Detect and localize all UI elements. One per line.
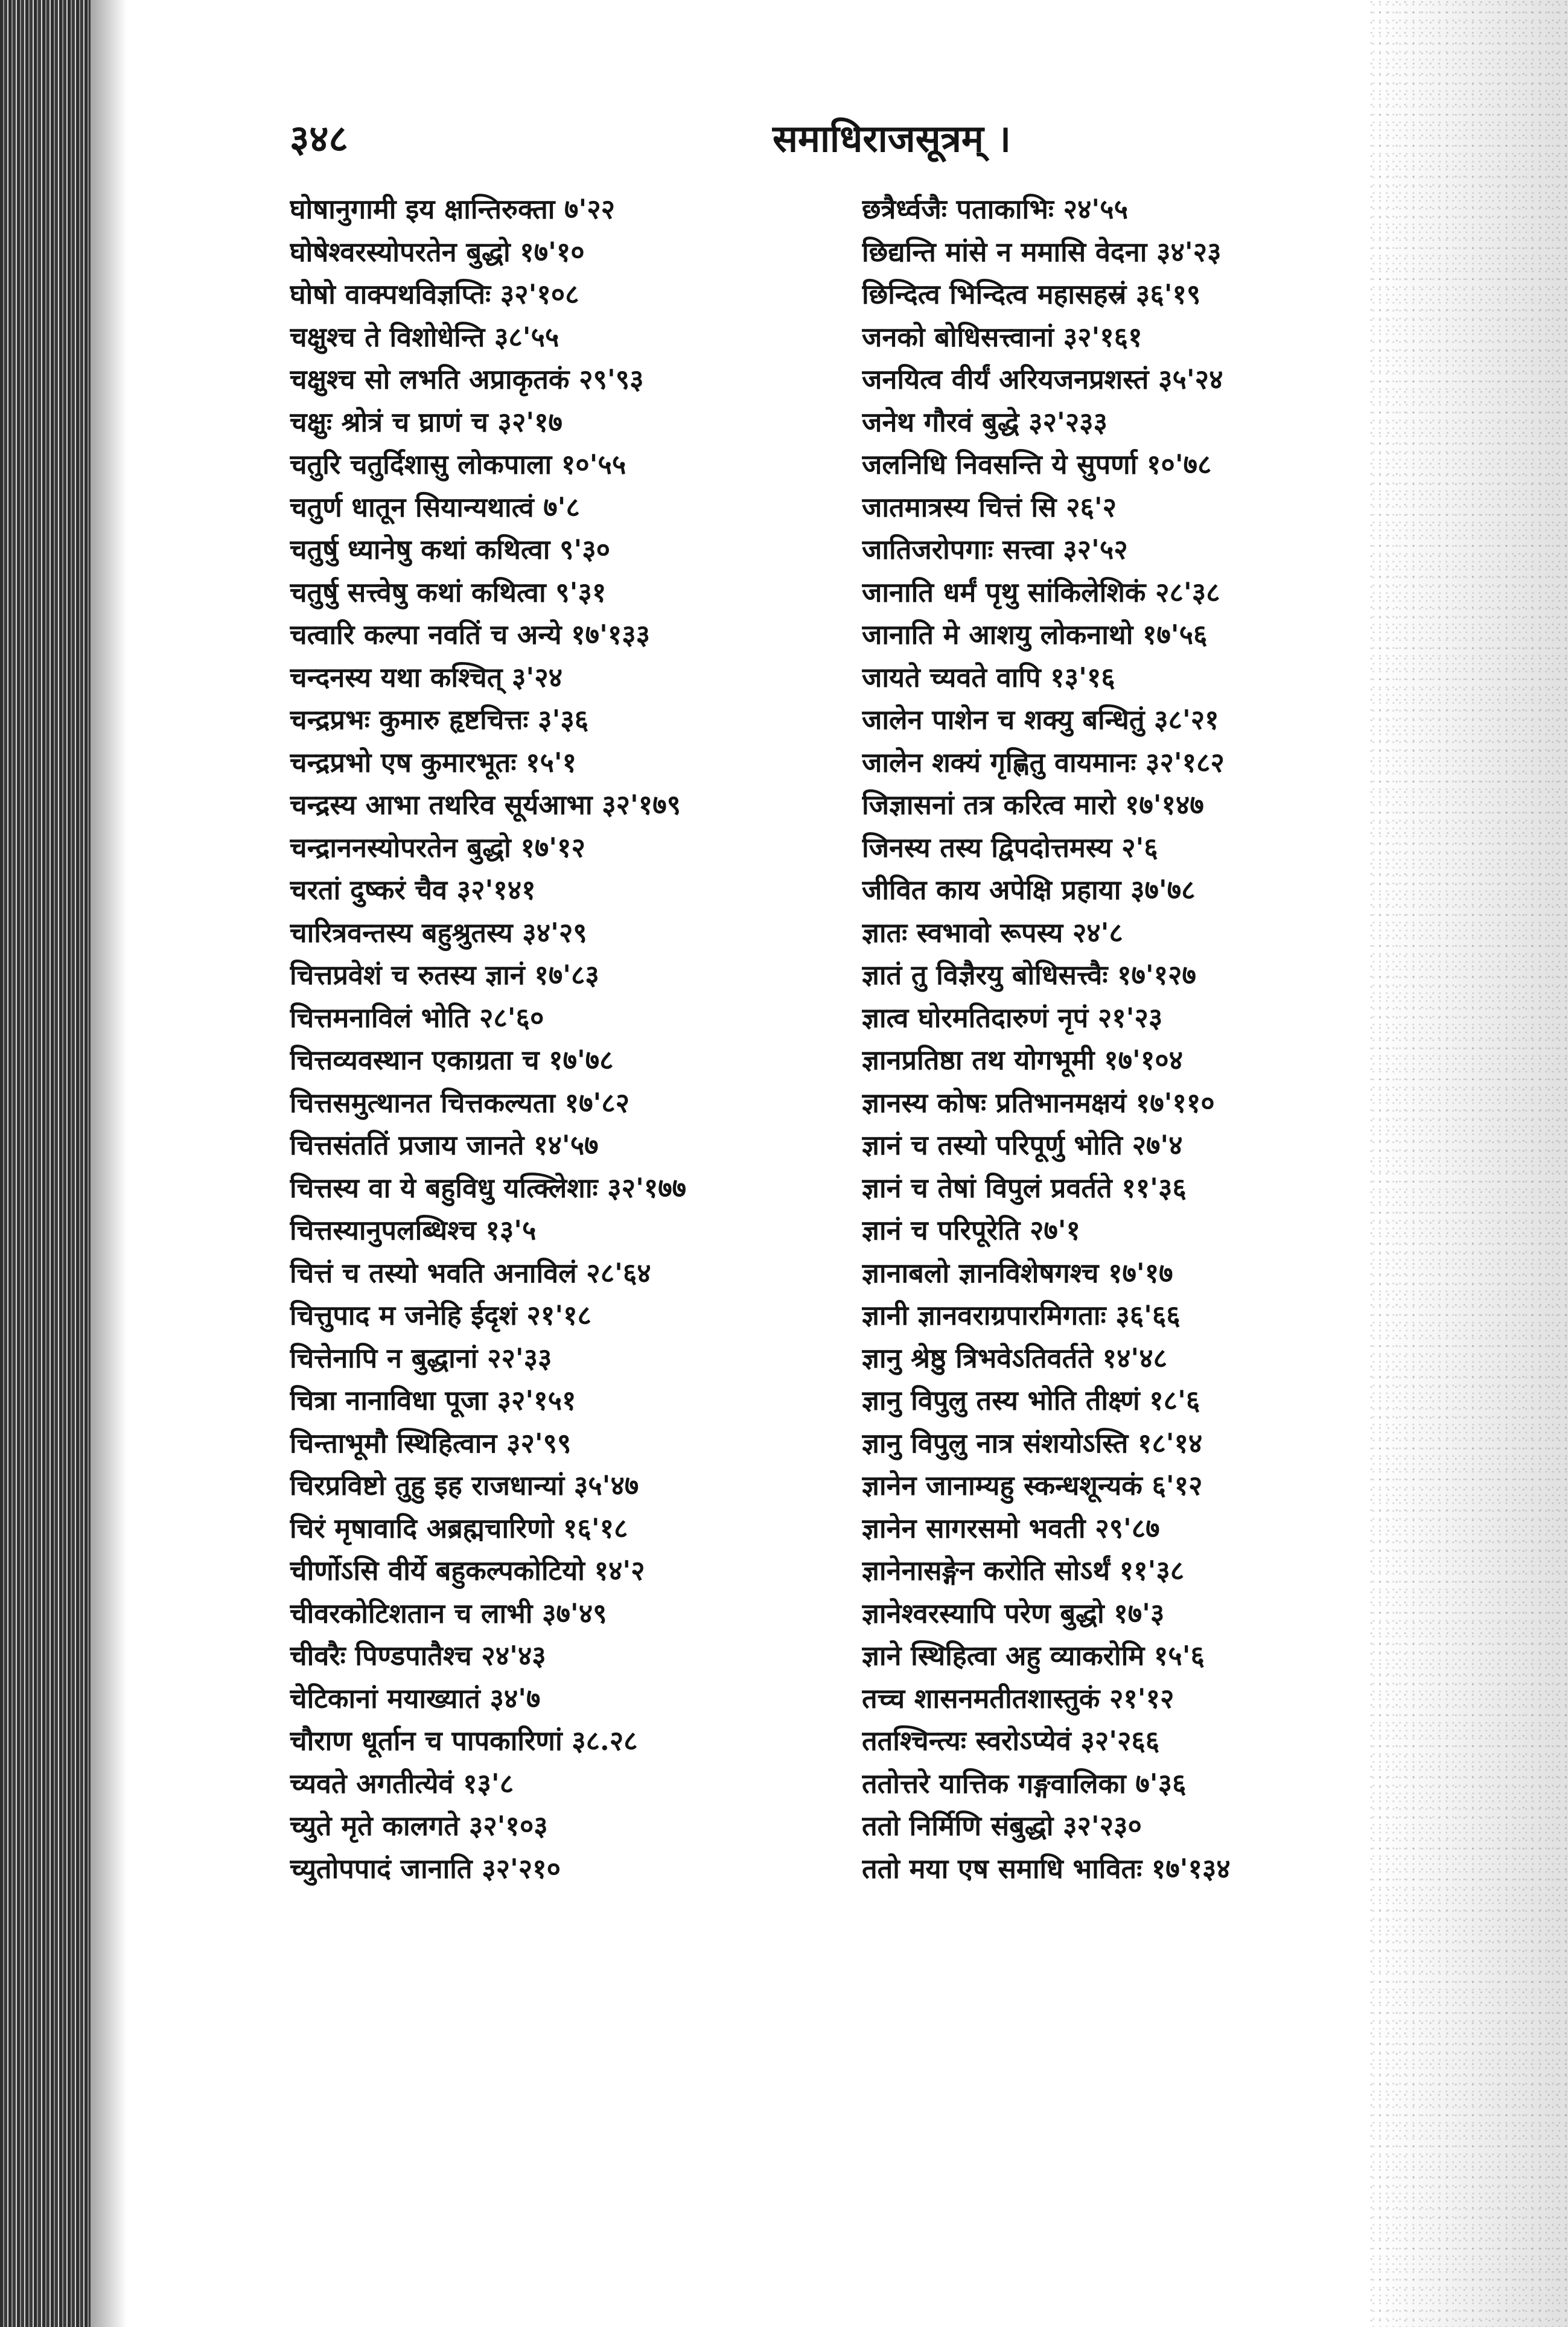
- index-entry: ततो निर्मिणि संबुद्धो ३२'२३०: [862, 1810, 1142, 1842]
- index-entry: ज्ञानु विपुलु तस्य भोति तीक्ष्णं १८'६: [862, 1384, 1200, 1416]
- index-entry: चन्द्रप्रभः कुमारु हृष्टचित्तः ३'३६: [290, 704, 589, 736]
- index-entry: ज्ञानं च परिपूरेति २७'१: [862, 1214, 1080, 1246]
- index-entry: जातिजरोपगाः सत्त्वा ३२'५२: [862, 533, 1128, 565]
- index-entry: जिज्ञासनां तत्र करित्व मारो १७'१४७: [862, 789, 1204, 821]
- index-entry: चेटिकानां मयाख्यातं ३४'७: [290, 1682, 541, 1714]
- index-entry: चारित्रवन्तस्य बहुश्रुतस्य ३४'२९: [290, 916, 587, 949]
- index-entry: ततोत्तरे यात्तिक गङ्गवालिका ७'३६: [862, 1767, 1187, 1800]
- right-index-column: [862, 188, 1357, 1890]
- index-entry: च्यवते अगतीत्येवं १३'८: [290, 1767, 514, 1800]
- index-entry: जायते च्यवते वापि १३'१६: [862, 661, 1115, 693]
- index-entry: जनयित्व वीर्यं अरियजनप्रशस्तं ३५'२४: [862, 363, 1223, 395]
- index-entry: चित्तव्यवस्थान एकाग्रता च १७'७८: [290, 1044, 614, 1076]
- index-entry: ज्ञाने स्थिहित्वा अहु व्याकरोमि १५'६: [862, 1640, 1205, 1672]
- index-entry: चित्तुपाद म जनेहि ईदृशं २१'१८: [290, 1299, 591, 1331]
- index-entry: घोषानुगामी इय क्षान्तिरुक्ता ७'२२: [290, 193, 616, 225]
- index-entry: चित्तसमुत्थानत चित्तकल्यता १७'८२: [290, 1086, 630, 1119]
- index-entry: चित्तप्रवेशं च रुतस्य ज्ञानं १७'८३: [290, 959, 599, 991]
- index-entry: जिनस्य तस्य द्विपदोत्तमस्य २'६: [862, 831, 1158, 864]
- index-entry: चीवरैः पिण्डपातैश्च २४'४३: [290, 1640, 546, 1672]
- index-entry: चित्तसंततिं प्रजाय जानते १४'५७: [290, 1129, 599, 1161]
- index-entry: घोषेश्वरस्योपरतेन बुद्धो १७'१०: [290, 235, 585, 268]
- index-entry: चक्षुश्च ते विशोधेन्ति ३८'५५: [290, 320, 559, 353]
- index-entry: ज्ञानं च तेषां विपुलं प्रवर्तते ११'३६: [862, 1171, 1187, 1204]
- index-entry: ज्ञानी ज्ञानवराग्रपारमिगताः ३६'६६: [862, 1299, 1181, 1331]
- index-entry: ततश्चिन्त्यः स्वरोऽप्येवं ३२'२६६: [862, 1725, 1160, 1757]
- index-entry: ज्ञानु श्रेष्ठु त्रिभवेऽतिवर्तते १४'४८: [862, 1342, 1168, 1374]
- index-entry: ज्ञात्व घोरमतिदारुणं नृपं २१'२३: [862, 1001, 1163, 1034]
- index-entry: जानाति धर्मं पृथु सांकिलेशिकं २८'३८: [862, 576, 1220, 608]
- index-entry: चित्रा नानाविधा पूजा ३२'१५१: [290, 1384, 576, 1416]
- index-entry: चीर्णोऽसि वीर्ये बहुकल्पकोटियो १४'२: [290, 1555, 645, 1587]
- left-index-column: [290, 188, 845, 1890]
- index-entry: चित्तमनाविलं भोति २८'६०: [290, 1001, 544, 1034]
- index-entry: ज्ञानाबलो ज्ञानविशेषगश्च १७'१७: [862, 1256, 1173, 1289]
- index-entry: तच्च शासनमतीतशास्तुकं २१'१२: [862, 1682, 1174, 1714]
- index-entry: ततो मया एष समाधि भावितः १७'१३४: [862, 1852, 1231, 1885]
- index-entry: ज्ञातः स्वभावो रूपस्य २४'८: [862, 916, 1123, 949]
- index-entry: चित्तस्यानुपलब्धिश्च १३'५: [290, 1214, 537, 1246]
- index-entry: जनको बोधिसत्त्वानां ३२'१६१: [862, 320, 1143, 353]
- index-entry: ज्ञानेनासङ्गेन करोति सोऽर्थं ११'३८: [862, 1555, 1185, 1587]
- scan-edge-noise: [1369, 0, 1568, 2327]
- index-entry: चक्षुः श्रोत्रं च घ्राणं च ३२'१७: [290, 406, 563, 438]
- index-entry: च्युते मृते कालगते ३२'१०३: [290, 1810, 548, 1842]
- index-entry: चक्षुश्च सो लभति अप्राकृतकं २९'९३: [290, 363, 644, 395]
- index-entry: ज्ञानेन जानाम्यहु स्कन्धशून्यकं ६'१२: [862, 1469, 1203, 1501]
- page-title: समाधिराजसूत्रम् ।: [773, 116, 1011, 161]
- index-entry: ज्ञानु विपुलु नात्र संशयोऽस्ति १८'१४: [862, 1427, 1203, 1459]
- book-binding-edge: [0, 0, 91, 2327]
- index-entry: चित्तेनापि न बुद्धानां २२'३३: [290, 1342, 552, 1374]
- index-entry: चतुर्षु ध्यानेषु कथां कथित्वा ९'३०: [290, 533, 611, 565]
- index-entry: चीवरकोटिशतान च लाभी ३७'४९: [290, 1597, 607, 1629]
- index-entry: चिरं मृषावादि अब्रह्मचारिणो १६'१८: [290, 1512, 628, 1544]
- page-number: ३४८: [290, 116, 348, 161]
- index-entry: चन्द्राननस्योपरतेन बुद्धो १७'१२: [290, 831, 585, 864]
- index-entry: चन्द्रस्य आभा तथरिव सूर्यआभा ३२'१७९: [290, 789, 681, 821]
- index-entry: जालेन पाशेन च शक्यु बन्धितुं ३८'२१: [862, 704, 1219, 736]
- index-entry: चिरप्रविष्टो तुहु इह राजधान्यां ३५'४७: [290, 1469, 639, 1501]
- index-entry: जनेथ गौरवं बुद्धे ३२'२३३: [862, 406, 1107, 438]
- index-entry: चौराण धूर्तान च पापकारिणां ३८.२८: [290, 1725, 638, 1757]
- index-entry: चत्वारि कल्पा नवतिं च अन्ये १७'१३३: [290, 619, 651, 651]
- index-entry: चरतां दुष्करं चैव ३२'१४१: [290, 874, 536, 906]
- index-entry: जलनिधि निवसन्ति ये सुपर्णा १०'७८: [862, 448, 1212, 480]
- index-entry: च्युतोपपादं जानाति ३२'२१०: [290, 1852, 561, 1885]
- index-entry: घोषो वाक्पथविज्ञप्तिः ३२'१०८: [290, 278, 579, 310]
- index-entry: ज्ञातं तु विज्ञैरयु बोधिसत्त्वैः १७'१२७: [862, 959, 1196, 991]
- index-entry: ज्ञानं च तस्यो परिपूर्णु भोति २७'४: [862, 1129, 1183, 1161]
- index-entry: छिन्दित्व भिन्दित्व महासहस्रं ३६'१९: [862, 278, 1201, 310]
- index-entry: ज्ञानेश्वरस्यापि परेण बुद्धो १७'३: [862, 1597, 1165, 1629]
- index-entry: छिद्यन्ति मांसे न ममासि वेदना ३४'२३: [862, 235, 1222, 268]
- index-entry: चतुर्षु सत्त्वेषु कथां कथित्वा ९'३१: [290, 576, 607, 608]
- page-header: [290, 109, 1195, 169]
- index-entry: ज्ञानस्य कोषः प्रतिभानमक्षयं १७'११०: [862, 1086, 1215, 1119]
- index-entry: जानाति मे आशयु लोकनाथो १७'५६: [862, 619, 1208, 651]
- index-entry: चित्तस्य वा ये बहुविधु यत्क्लिेशाः ३२'१७७: [290, 1171, 687, 1204]
- index-entry: छत्रैर्ध्वजैः पताकाभिः २४'५५: [862, 193, 1128, 225]
- index-entry: ज्ञानेन सागरसमो भवती २९'८७: [862, 1512, 1160, 1544]
- index-entry: जातमात्रस्य चित्तं सि २६'२: [862, 491, 1117, 523]
- index-entry: चन्दनस्य यथा कश्चित् ३'२४: [290, 661, 563, 693]
- index-entry: जालेन शक्यं गृह्णितु वायमानः ३२'१८२: [862, 746, 1225, 778]
- index-entry: चित्तं च तस्यो भवति अनाविलं २८'६४: [290, 1256, 651, 1289]
- index-entry: चतुर्ण धातून सियान्यथात्वं ७'८: [290, 491, 580, 523]
- index-entry: चन्द्रप्रभो एष कुमारभूतः १५'१: [290, 746, 577, 778]
- binding-shadow: [91, 0, 127, 2327]
- index-entry: चिन्ताभूमौ स्थिहित्वान ३२'९९: [290, 1427, 572, 1459]
- index-entry: जीवित काय अपेक्षि प्रहाया ३७'७८: [862, 874, 1196, 906]
- index-entry: चतुरि चतुर्दिशासु लोकपाला १०'५५: [290, 448, 626, 480]
- index-entry: ज्ञानप्रतिष्ठा तथ योगभूमी १७'१०४: [862, 1044, 1184, 1076]
